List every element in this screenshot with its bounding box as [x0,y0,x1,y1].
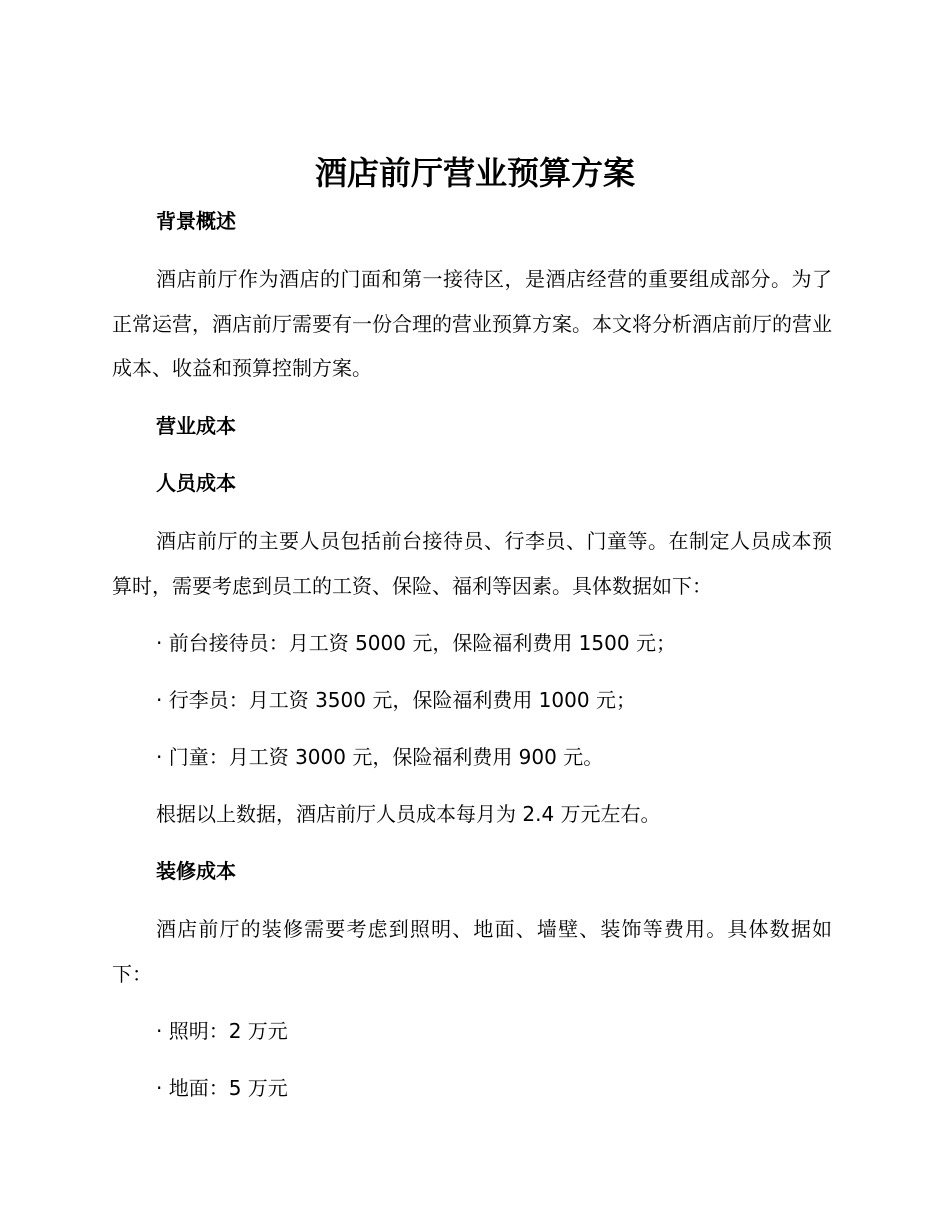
list-item-doorman: · 门童：月工资 3000 元，保险福利费用 900 元。 [156,745,604,769]
list-item-bellman: · 行李员：月工资 3500 元，保险福利费用 1000 元； [156,688,636,712]
paragraph-personnel-summary: 根据以上数据，酒店前厅人员成本每月为 2.4 万元左右。 [156,802,661,826]
paragraph-decoration: 酒店前厅的装修需要考虑到照明、地面、墙壁、装饰等费用。具体数据如下： [112,917,832,986]
heading-background: 背景概述 [156,209,236,233]
heading-operating-cost: 营业成本 [156,414,236,438]
list-item-front-desk: · 前台接待员：月工资 5000 元，保险福利费用 1500 元； [156,631,676,655]
document-title: 酒店前厅营业预算方案 [314,154,635,192]
list-item-lighting: · 照明：2 万元 [156,1019,288,1043]
heading-personnel-cost: 人员成本 [156,471,236,495]
list-item-floor: · 地面：5 万元 [156,1076,288,1100]
paragraph-personnel: 酒店前厅的主要人员包括前台接待员、行李员、门童等。在制定人员成本预算时，需要考虑到员工的工资、保险、福利等因素。具体数据如下： [112,529,832,598]
heading-decoration-cost: 装修成本 [156,859,236,883]
paragraph-background: 酒店前厅作为酒店的门面和第一接待区，是酒店经营的重要组成部分。为了正常运营，酒店前厅需要有一份合理的营业预算方案。本文将分析酒店前厅的营业成本、收益和预算控制方案。 [112,267,832,380]
